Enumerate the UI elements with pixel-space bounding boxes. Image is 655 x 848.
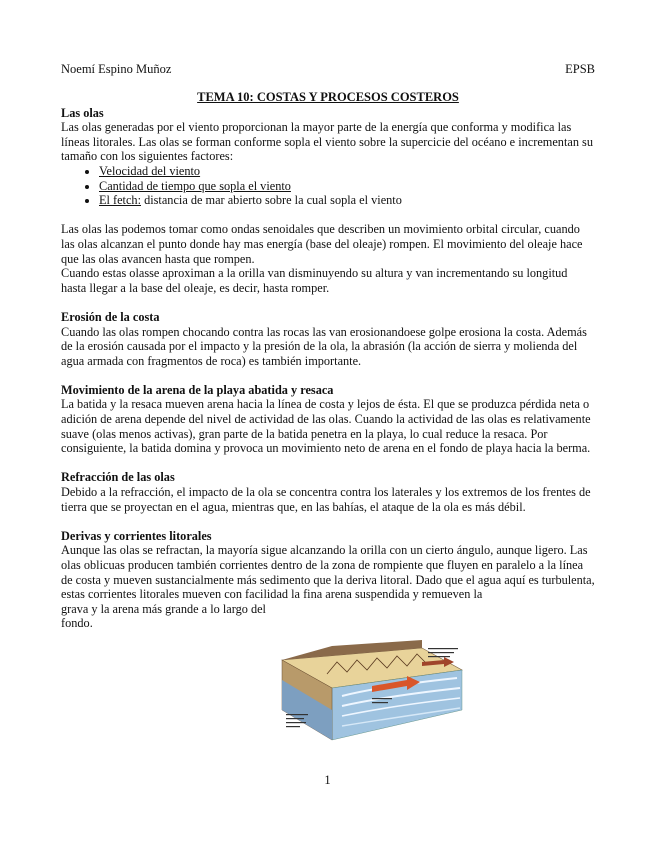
paragraph: La batida y la resaca mueven arena hacia la línea de costa y lejos de ésta. El que se produzca pérdida neta o adición de arena depende del nivel de actividad de las olas. Cuando la actividad de las olas es relativamente suave (olas menos activas), gran parte de la batida penetra en la playa, lo cual reduce la resaca. Por consiguiente, la batida domina y provoca un movimiento neto de arena en el fondo de playa hacia la berma. xyxy=(61,397,591,456)
header-school: EPSB xyxy=(565,62,595,76)
paragraph: Debido a la refracción, el impacto de la ola se concentra contra los laterales y los extremos de los frentes de tierra que se proyectan en el agua, mientras que, en las bahías, el ataque de la ola es más débil. xyxy=(61,485,591,514)
paragraph: Las olas las podemos tomar como ondas senoidales que describen un movimiento orbital circular, cuando las olas alcanzan el punto donde hay mas energía (base del oleaje) rompen. El movimiento del oleaje hace que las olas avancen hasta que rompen. xyxy=(61,222,583,266)
spacer xyxy=(61,456,595,471)
section-heading-olas: Las olas xyxy=(61,105,104,120)
header-author: Noemí Espino Muñoz xyxy=(61,62,172,76)
spacer xyxy=(61,368,595,383)
section-heading-movimiento: Movimiento de la arena de la playa abatida y resaca xyxy=(61,382,334,397)
paragraph: Las olas generadas por el viento proporcionan la mayor parte de la energía que conforma y modifica las líneas litorales. Las olas se forman conforme sopla el viento sobre la supercicie del océano e incrementan su tamaño con los siguientes factores: xyxy=(61,120,593,164)
section-heading-erosion: Erosión de la costa xyxy=(61,309,160,324)
list-item-label: El fetch: xyxy=(99,193,141,208)
paragraph: Cuando las olas rompen chocando contra las rocas las van erosionandoese golpe erosiona la costa. Además de la erosión causada por el impacto y la presión de la ola, la abrasión (la acción de sierra y molienda del agua armada con fragmentos de roca) es también importante. xyxy=(61,324,587,368)
paragraph: Cuando estas olasse aproximan a la orilla van disminuyendo su altura y van incrementando su longitud hasta llegar a la base del oleaje, es decir, hasta romper. xyxy=(61,266,568,295)
list-item-text: Cantidad de tiempo que sopla el viento xyxy=(99,178,291,193)
document-title: TEMA 10: COSTAS Y PROCESOS COSTEROS xyxy=(197,90,459,104)
paragraph: Aunque las olas se refractan, la mayoría sigue alcanzando la orilla con un cierto ángulo, aunque ligero. Las olas oblicuas producen también corrientes dentro de la zona de rompiente que fluyen en paralelo a la línea de costa y mueven sustancialmente más sedimento que la deriva litoral. Dado que el agua aquí es turbulenta, estas corrientes litorales mueven con facilidad la fina arena suspendida y remueven la xyxy=(61,543,595,602)
list-item-text: Velocidad del viento xyxy=(99,163,201,178)
littoral-drift-illustration xyxy=(272,640,468,746)
page-number: 1 xyxy=(324,773,331,787)
document-body xyxy=(61,90,595,631)
spacer xyxy=(61,514,595,529)
spacer xyxy=(61,208,595,223)
list-item xyxy=(99,179,595,194)
paragraph-line: fondo. xyxy=(61,616,93,631)
paragraph-continuation xyxy=(61,602,276,631)
section-heading-derivas: Derivas y corrientes litorales xyxy=(61,528,212,543)
spacer xyxy=(61,295,595,310)
list-item-text: distancia de mar abierto sobre la cual sopla el viento xyxy=(141,193,402,208)
list-item xyxy=(99,193,595,208)
section-heading-refraccion: Refracción de las olas xyxy=(61,470,175,485)
factor-list xyxy=(61,164,595,208)
paragraph-line: grava y la arena más grande a lo largo del xyxy=(61,601,266,616)
list-item xyxy=(99,164,595,179)
